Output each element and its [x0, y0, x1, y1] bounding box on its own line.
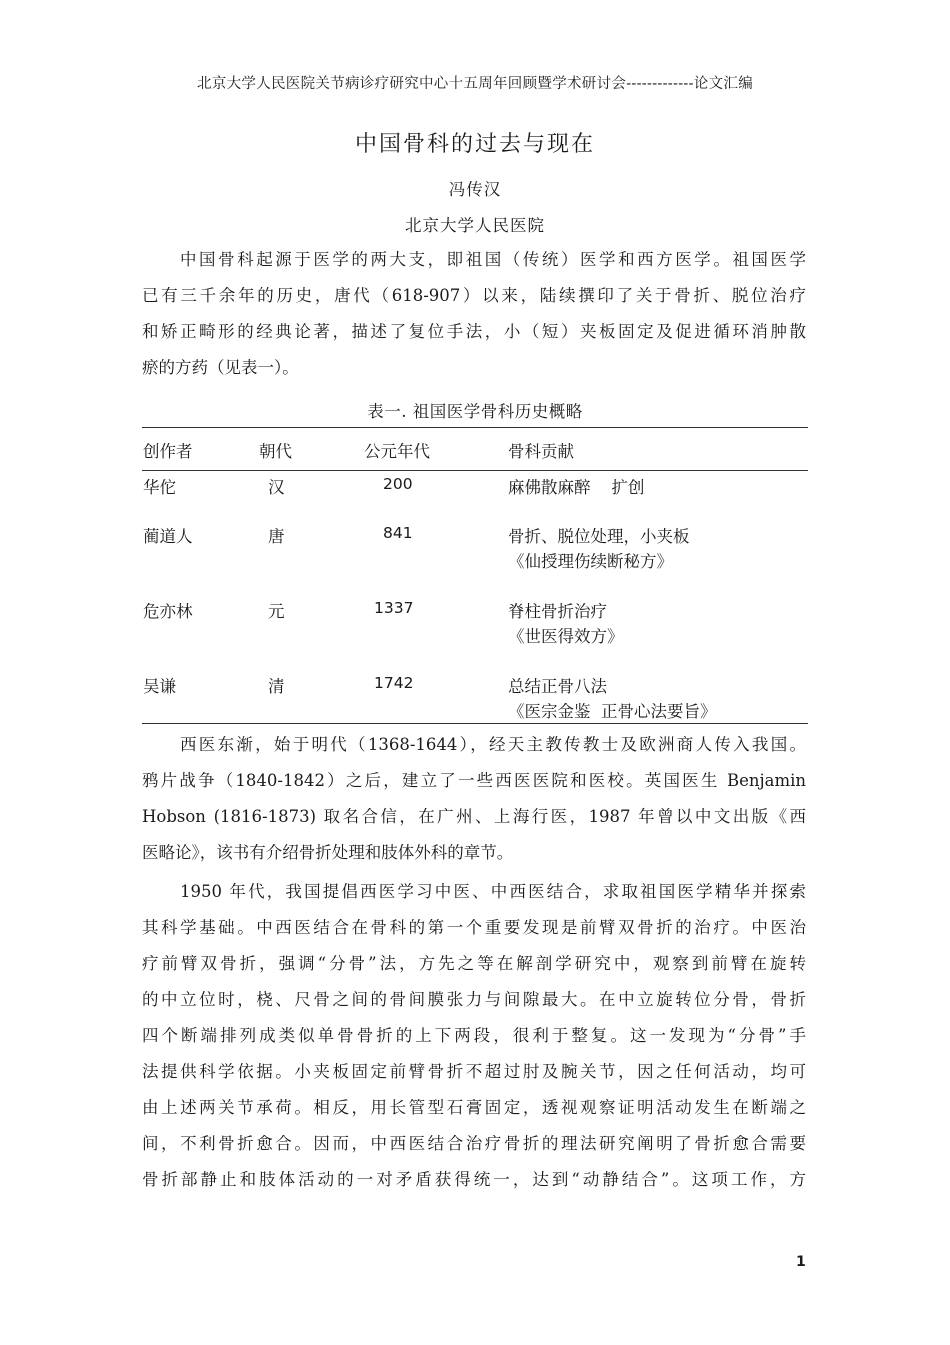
page-number: 1 [796, 1254, 806, 1270]
text-line: 西医东渐，始于明代（1368-1644），经天主教传教士及欧洲商人传入我国。 [180, 735, 806, 754]
table-cell-year: 841 [383, 524, 413, 542]
paragraph-western-medicine [142, 727, 806, 871]
table-cell-contribution: 麻佛散麻醉 扩创 [508, 478, 645, 497]
text-line: 已有三千余年的历史，唐代（618-907）以来，陆续撰印了关于骨折、脱位治疗 [142, 286, 806, 305]
author-name: 冯传汉 [448, 180, 502, 199]
table-cell-author: 吴谦 [143, 677, 176, 696]
text-line: 由上述两关节承荷。相反，用长管型石膏固定，透视观察证明活动发生在断端之 [142, 1098, 806, 1117]
table-cell-year: 1742 [374, 674, 414, 692]
text-line: 和矫正畸形的经典论著，描述了复位手法，小（短）夹板固定及促进循环消肿散 [142, 322, 806, 341]
text-line: 1950 年代，我国提倡西医学习中医、中西医结合，求取祖国医学精华并探索 [180, 882, 806, 901]
text-line: 医略论》，该书有介绍骨折处理和肢体外科的章节。 [142, 843, 514, 862]
table-caption: 表一. 祖国医学骨科历史概略 [367, 402, 583, 421]
table-bottom-rule [142, 723, 808, 724]
text-line: 中国骨科起源于医学的两大支，即祖国（传统）医学和西方医学。祖国医学 [180, 250, 806, 269]
column-header: 创作者 [143, 442, 193, 461]
table-cell-source-book: 《仙授理伤续断秘方》 [508, 552, 673, 571]
table-cell-dynasty: 元 [268, 602, 285, 621]
table-cell-dynasty: 汉 [268, 478, 285, 497]
table-cell-source-book: 《世医得效方》 [508, 627, 624, 646]
table-cell-year: 1337 [374, 599, 414, 617]
column-header: 公元年代 [364, 442, 430, 461]
table-header-rule [142, 470, 808, 471]
text-line: 法提供科学依据。小夹板固定前臂骨折不超过肘及腕关节，因之任何活动，均可 [142, 1062, 806, 1081]
table-cell-author: 蔺道人 [143, 527, 193, 546]
table-cell-author: 华佗 [143, 478, 176, 497]
text-line: 其科学基础。中西医结合在骨科的第一个重要发现是前臂双骨折的治疗。中医治 [142, 918, 806, 937]
article-title: 中国骨科的过去与现在 [354, 132, 595, 157]
table-cell-source-book: 《医宗金鉴 正骨心法要旨》 [508, 702, 717, 721]
text-line: Hobson (1816-1873) 取名合信，在广州、上海行医，1987 年曾以中文出版《西 [142, 807, 806, 826]
paragraph-integration [142, 874, 806, 1198]
table-cell-dynasty: 唐 [268, 527, 285, 546]
table-cell-contribution: 总结正骨八法 [508, 677, 607, 696]
running-header: 北京大学人民医院关节病诊疗研究中心十五周年回顾暨学术研讨会-------------论文汇编 [197, 76, 753, 92]
column-header: 朝代 [259, 442, 292, 461]
table-cell-author: 危亦林 [143, 602, 193, 621]
author-affiliation: 北京大学人民医院 [405, 216, 545, 235]
table-cell-dynasty: 清 [268, 677, 285, 696]
text-line: 的中立位时，桡、尺骨之间的骨间膜张力与间隙最大。在中立旋转位分骨，骨折 [142, 990, 806, 1009]
text-line: 疗前臂双骨折，强调“分骨”法，方先之等在解剖学研究中，观察到前臂在旋转 [142, 954, 806, 973]
text-line: 鸦片战争（1840-1842）之后，建立了一些西医医院和医校。英国医生 Benjamin [142, 771, 806, 790]
text-line: 四个断端排列成类似单骨骨折的上下两段，很利于整复。这一发现为“分骨”手 [142, 1026, 806, 1045]
table-top-rule [142, 427, 808, 428]
paragraph-intro [142, 242, 806, 386]
text-line: 瘀的方药（见表一）。 [142, 358, 299, 377]
table-cell-contribution: 脊柱骨折治疗 [508, 602, 607, 621]
table-cell-year: 200 [383, 475, 413, 493]
column-header: 骨科贡献 [508, 442, 574, 461]
text-line: 骨折部静止和肢体活动的一对矛盾获得统一，达到“动静结合”。这项工作，方 [142, 1170, 806, 1189]
table-cell-contribution: 骨折、脱位处理，小夹板 [508, 527, 690, 546]
text-line: 间，不利骨折愈合。因而，中西医结合治疗骨折的理法研究阐明了骨折愈合需要 [142, 1134, 806, 1153]
